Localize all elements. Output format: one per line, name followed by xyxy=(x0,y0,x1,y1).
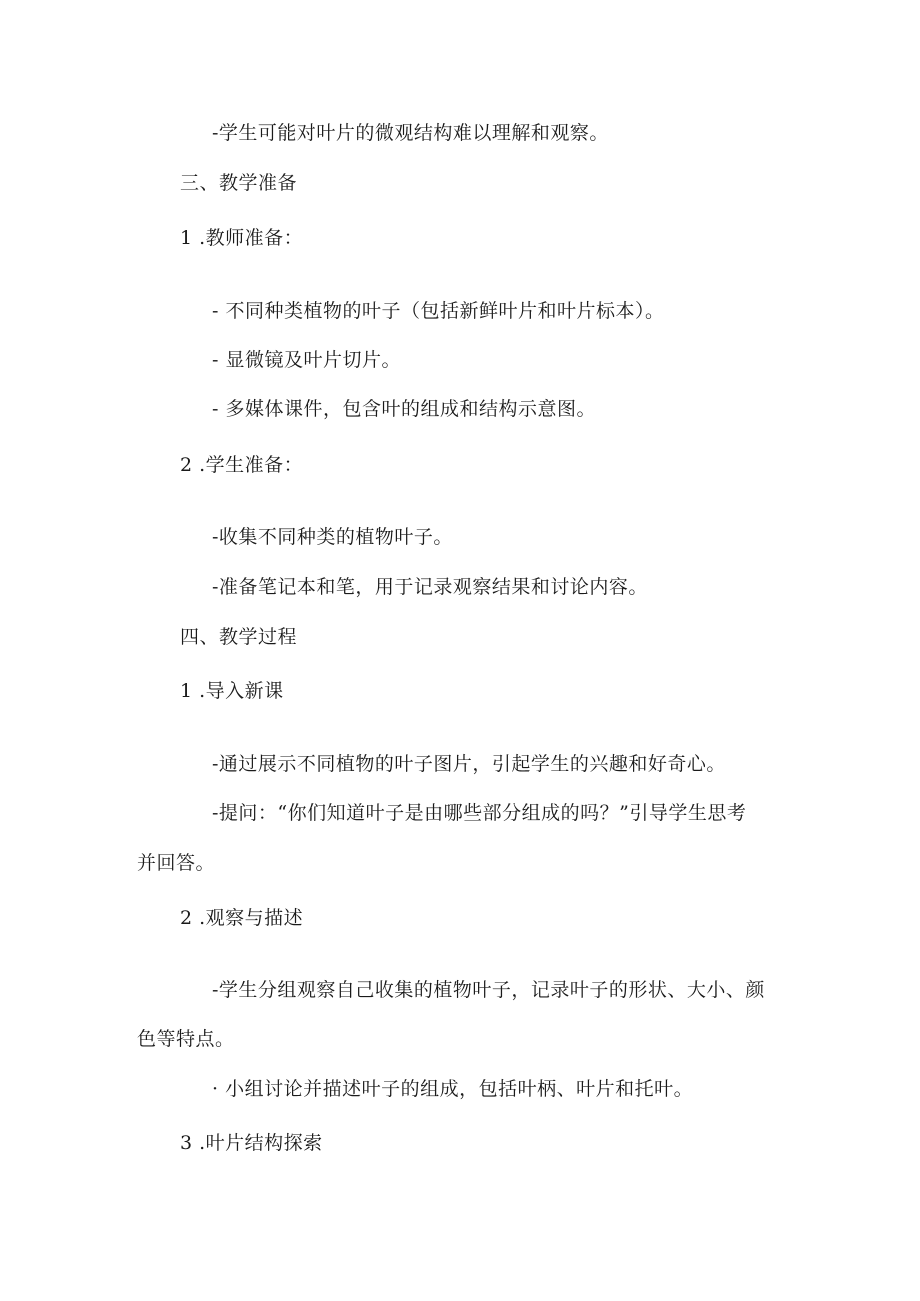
teacher-prep-item: - 多媒体课件，包含叶的组成和结构示意图。 xyxy=(212,398,596,420)
student-prep-item: -准备笔记本和笔，用于记录观察结果和讨论内容。 xyxy=(212,576,648,598)
subheading-student-prep: 2 .学生准备： xyxy=(180,454,304,476)
section-heading-process: 四、教学过程 xyxy=(180,626,298,648)
subheading-observe: 2 .观察与描述 xyxy=(180,907,304,929)
intro-item-continuation: 并回答。 xyxy=(137,852,216,874)
observe-item: -学生分组观察自己收集的植物叶子，记录叶子的形状、大小、颜 xyxy=(212,979,765,1001)
subheading-leaf-structure: 3 .叶片结构探索 xyxy=(180,1132,323,1154)
subheading-teacher-prep: 1 .教师准备： xyxy=(180,227,304,249)
difficulty-item: -学生可能对叶片的微观结构难以理解和观察。 xyxy=(212,122,609,144)
teacher-prep-item: - 不同种类植物的叶子（包括新鲜叶片和叶片标本）。 xyxy=(212,300,665,322)
observe-item-continuation: 色等特点。 xyxy=(137,1028,235,1050)
teacher-prep-item: - 显微镜及叶片切片。 xyxy=(212,349,401,371)
student-prep-item: -收集不同种类的植物叶子。 xyxy=(212,526,453,548)
subheading-intro: 1 .导入新课 xyxy=(180,680,284,702)
intro-item: -通过展示不同植物的叶子图片，引起学生的兴趣和好奇心。 xyxy=(212,753,726,775)
section-heading-preparation: 三、教学准备 xyxy=(180,172,298,194)
intro-item: -提问：“你们知道叶子是由哪些部分组成的吗？”引导学生思考 xyxy=(212,802,747,824)
observe-item: · 小组讨论并描述叶子的组成，包括叶柄、叶片和托叶。 xyxy=(212,1078,694,1100)
